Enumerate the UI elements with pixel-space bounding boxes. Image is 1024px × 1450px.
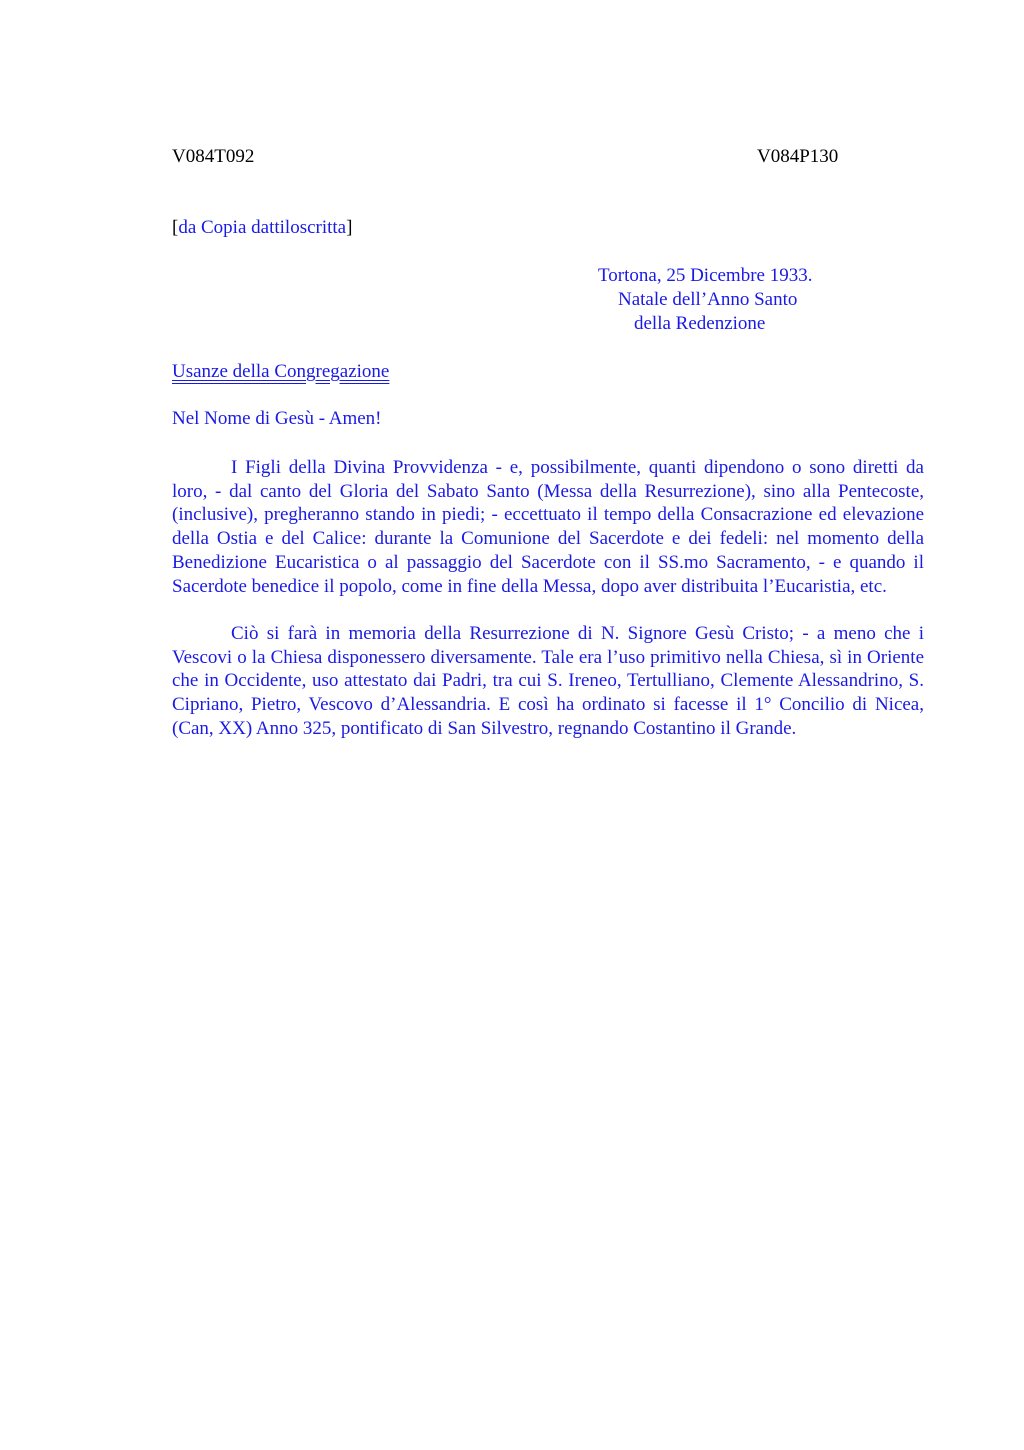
body-paragraph-2: Ciò si farà in memoria della Resurrezione di N. Signore Gesù Cristo; - a meno che i Vescovi o la Chiesa disponessero diversamente. Tale era l’uso primitivo nella Chiesa, sì in Oriente che in Occidente, uso attestato dai Padri, tra cui S. Ireneo, Tertulliano, Clemente Alessandrino, S. Cipriano, Pietro, Vescovo d’Alessandria. E così ha ordinato si facesse il 1° Concilio di Nicea, (Can, XX) Anno 325, pontificato di San Silvestro, regnando Costantino il Grande. [172,623,924,739]
invocation: Nel Nome di Gesù - Amen! [172,408,382,429]
source-note [172,217,352,239]
occasion-line-2: della Redenzione [634,313,766,334]
occasion-line-1: Natale dell’Anno Santo [618,289,798,310]
section-title: Usanze della Congregazione [172,361,390,382]
document-code-left: V084T092 [172,146,255,167]
document-code-right: V084P130 [757,146,839,167]
place-date: Tortona, 25 Dicembre 1933. [598,265,813,286]
source-note-close-bracket: ] [346,217,353,238]
source-note-text: da Copia dattiloscritta [178,217,347,238]
source-note-open-bracket: [ [172,217,179,238]
body-paragraph-1: I Figli della Divina Provvidenza - e, possibilmente, quanti dipendono o sono diretti da loro, - dal canto del Gloria del Sabato Santo (Messa della Resurrezione), sino alla Pentecoste, (inclusive), pregheranno stando in piedi; - eccettuato il tempo della Consacrazione ed elevazione della Ostia e del Calice: durante la Comunione del Sacerdote e dei fedeli: nel momento della Benedizione Eucaristica o al passaggio del Sacerdote con il SS.mo Sacramento, - e quando il Sacerdote benedice il popolo, come in fine della Messa, dopo aver distribuita l’Eucaristia, etc. [172,457,924,597]
